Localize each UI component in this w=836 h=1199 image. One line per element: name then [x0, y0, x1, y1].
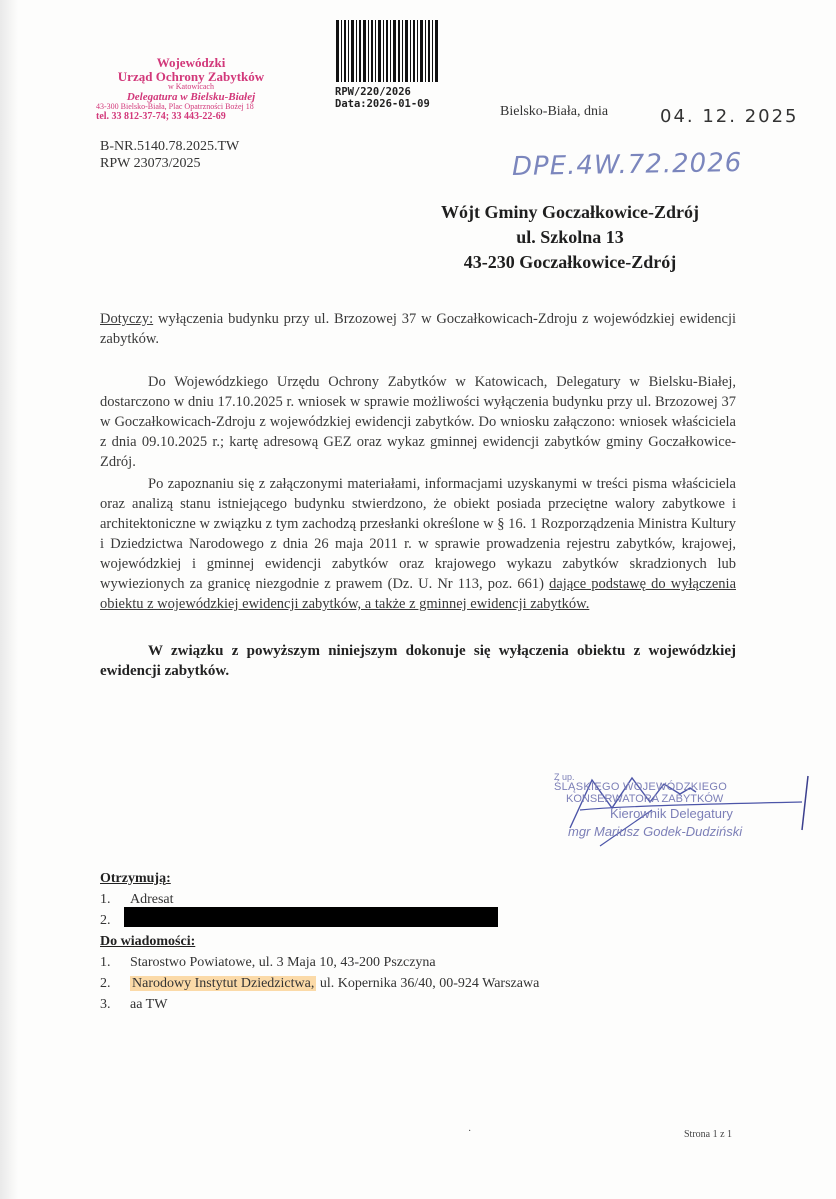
item-number: 1.: [100, 955, 111, 970]
for-info-item: [100, 994, 539, 1015]
reference-numbers: [100, 138, 239, 172]
stamp-line-3: w Katowicach: [168, 82, 214, 92]
item-text: Starostwo Powiatowe, ul. 3 Maja 10, 43-200 Pszczyna: [130, 955, 436, 970]
for-info-item: [100, 952, 539, 973]
item-number: 1.: [100, 892, 111, 907]
paragraph-2-text: Po zapoznaniu się z załączonymi materiałami, informacjami uzyskanymi w treści pisma właściciela oraz analizą stanu istniejącego budynku stwierdzono, że obiekt posiada przeciętne walory zabytkowe i architektoniczne w związku z tym zachodzą przesłanki określone w § 16. 1 Rozporządzenia Ministra Kultury i Dziedzictwa Narodowego z dnia 26 maja 2011 r. w sprawie prowadzenia rejestru zabytków, krajowej, wojewódzkiej i gminnej ewidencji zabytków oraz krajowego wykazu zabytków skradzionych lub wywiezionych za granicę niezgodnie z prawem (Dz. U. Nr 113, poz. 661): [100, 476, 736, 592]
recipient-block: [420, 200, 720, 275]
signature-line-1: Z up.: [554, 772, 575, 782]
signature-line-4: Kierownik Delegatury: [610, 806, 733, 821]
distribution-lists: [100, 868, 539, 1015]
redaction-bar: [124, 907, 498, 927]
stamp-line-5: 43-300 Bielsko-Biała, Plac Opatrzności Bożej 18: [96, 102, 254, 112]
stamp-line-6: tel. 33 812-37-74; 33 443-22-69: [96, 110, 226, 122]
handwritten-number: DPE.4W.72.2026: [511, 147, 743, 183]
item-number: 3.: [100, 997, 111, 1012]
registration-rpw: RPW/220/2026: [335, 86, 411, 98]
recipient-street: ul. Szkolna 13: [516, 227, 624, 247]
paragraph-3-decision: W związku z powyższym niniejszym dokonuje się wyłączenia obiektu z wojewódzkiej ewidencji zabytków.: [100, 643, 736, 679]
place-label: Bielsko-Biała, dnia: [500, 104, 609, 119]
for-info-header: Do wiadomości:: [100, 934, 196, 949]
recipient-name: Wójt Gminy Goczałkowice-Zdrój: [441, 202, 699, 222]
case-number: B-NR.5140.78.2025.TW: [100, 139, 240, 154]
item-number: 2.: [100, 913, 111, 928]
stamp-line-2: Urząd Ochrony Zabytków: [117, 68, 265, 84]
stamp-line-1: Wojewódzki: [156, 55, 226, 70]
highlighted-text: Narodowy Instytut Dziedzictwa,: [132, 976, 315, 991]
item-text: Adresat: [130, 892, 174, 907]
receivers-header: Otrzymują:: [100, 871, 171, 886]
item-number: 2.: [100, 976, 111, 991]
subject-text: wyłączenia budynku przy ul. Brzozowej 37 w Goczałkowicach-Zdroju z wojewódzkiej ewidencji zabytków.: [100, 311, 736, 347]
recipient-city: 43-230 Goczałkowice-Zdrój: [463, 252, 677, 272]
paragraph-2-underlined: dające podstawę do wyłączenia obiektu z wojewódzkiej ewidencji zabytków, a także z gminnej ewidencji zabytków.: [100, 576, 737, 612]
stamp-line-4: Delegatura w Bielsku-Białej: [126, 90, 256, 103]
page-number: Strona 1 z 1: [684, 1129, 733, 1140]
signature-line-2: ŚLĄSKIEGO WOJEWÓDZKIEGO: [554, 781, 728, 793]
scan-speck: ·: [468, 1126, 472, 1137]
rpw-number: RPW 23073/2025: [100, 156, 201, 171]
letter-date: 04. 12. 2025: [660, 106, 799, 127]
registration-stamp: [335, 86, 430, 110]
paragraph-2: [100, 474, 736, 614]
item-text: ul. Kopernika 36/40, 00-924 Warszawa: [316, 976, 540, 991]
registration-date: Data:2026-01-09: [335, 98, 430, 110]
for-info-item: [100, 973, 539, 994]
signature-line-5: mgr Mariusz Godek-Dudziński: [568, 824, 743, 839]
paragraph-1: Do Wojewódzkiego Urzędu Ochrony Zabytków w Katowicach, Delegatury w Bielsku-Białej, dostarczono w dniu 17.10.2025 r. wniosek w sprawie możliwości wyłączenia budynku przy ul. Brzozowej 37 w Goczałkowicach-Zdroju z wojewódzkiej ewidencji zabytków. Do wniosku załączono: wniosek właściciela z dnia 09.10.2025 r.; kartę adresową GEZ oraz wykaz gminnej ewidencji zabytków gminy Goczałkowice-Zdrój.: [100, 374, 736, 470]
office-stamp: [96, 56, 286, 122]
scan-edge-shadow: [0, 0, 18, 1199]
signature-line-3: KONSERWATORA ZABYTKÓW: [566, 793, 724, 805]
item-text: aa TW: [130, 997, 168, 1012]
subject-line: [100, 309, 736, 349]
subject-label: Dotyczy:: [100, 311, 154, 327]
barcode-image: [336, 20, 440, 82]
